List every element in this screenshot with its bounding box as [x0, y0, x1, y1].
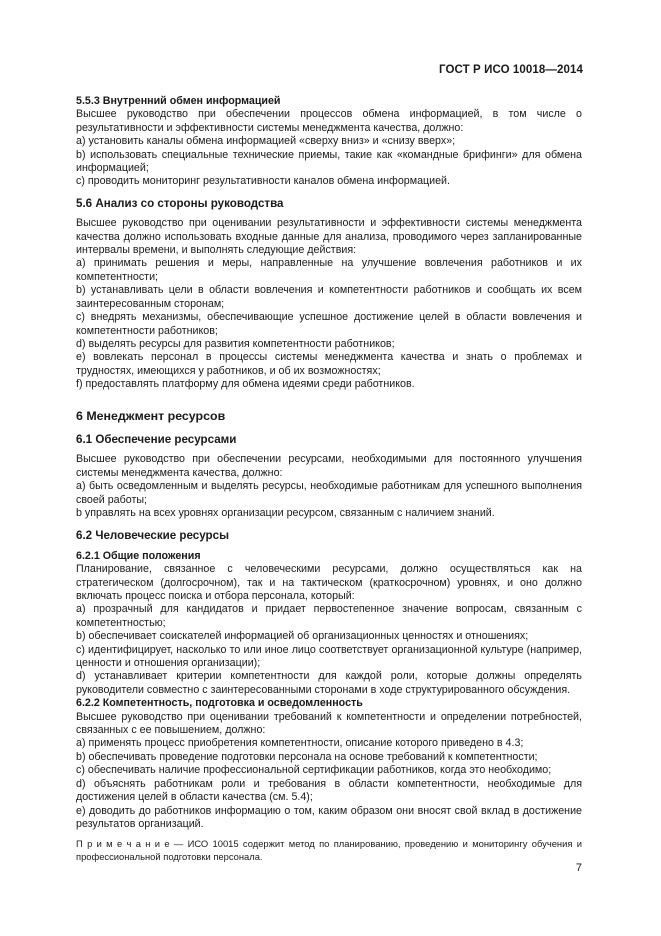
subsection-title: 6.2.1 Общие положения [76, 549, 201, 562]
list-item: а) прозрачный для кандидатов и придает первостепенное значение вопросам, связанным с компетентностью; [76, 603, 582, 629]
subsection-title: 6.2.2 Компетентность, подготовка и осведомленность [76, 697, 363, 710]
list-item: f) предоставлять платформу для обмена идеями среди работников. [76, 378, 415, 391]
page-content [76, 95, 582, 864]
note-text: — ИСО 10015 содержит метод по планированию, проведению и мониторингу обучения и профессиональной подготовки персонала. [76, 838, 582, 862]
list-item: е) вовлекать персонал в процессы системы менеджмента качества и знать о проблемах и трудностях, имеющихся у работников, и об их возможностях; [76, 351, 582, 377]
list-item: а) принимать решения и меры, направленные на улучшение вовлечения работников и их компетентности; [76, 257, 582, 283]
list-item: с) идентифицирует, насколько то или иное лицо соответствует организационной культуре (например, ценности и отношения организации); [76, 643, 582, 670]
list-item: а) быть осведомленным и выделять ресурсы, необходимые работникам для успешного выполнения своей работы; [76, 480, 582, 506]
list-item: b управлять на всех уровнях организации ресурсом, связанным с наличием знаний. [76, 506, 495, 519]
section-6-2-1 [76, 550, 582, 697]
list-item: b) обеспечивать проведение подготовки персонала на основе требований к компетентности; [76, 750, 538, 763]
list-item: с) внедрять механизмы, обеспечивающие успешное достижение целей в области вовлечения и компетентности работников; [76, 311, 582, 337]
list-item: с) обеспечивать наличие профессиональной сертификации работников, когда это необходимо; [76, 764, 552, 777]
list-item: d) устанавливает критерии компетентности для каждой роли, которые должны определять руководители совместно с заинтересованными сторонами в ходе структурированного обсуждения. [76, 670, 582, 696]
list-item: b) использовать специальные технические приемы, такие как «командные брифинги» для обмена информацией; [76, 148, 582, 175]
list-item: d) выделять ресурсы для развития компетентности работников; [76, 337, 395, 350]
section-5-6 [76, 197, 582, 392]
list-item: b) обеспечивает соискателей информацией об организационных ценностях и отношениях; [76, 630, 529, 643]
list-item: а) установить каналы обмена информацией «сверху вниз» и «снизу вверх»; [76, 135, 456, 148]
paragraph: Высшее руководство при оценивании результативности и эффективности системы менеджмента качества должно использовать входные данные для анализа, проводимого через запланированные интервалы времени, и выполнять следующие действия: [76, 217, 582, 257]
section-title: 5.5.3 Внутренний обмен информацией [76, 95, 281, 107]
list-item: b) устанавливать цели в области вовлечения и компетентности работников и сообщать их всем заинтересованным сторонам; [76, 284, 582, 310]
list-item: а) применять процесс приобретения компетентности, описание которого приведено в 4.3; [76, 737, 524, 750]
paragraph: Высшее руководство при оценивании требований к компетентности и определении потребностей, связанных с ее повышением, должно: [76, 710, 582, 737]
paragraph: Высшее руководство при обеспечении ресурсами, необходимыми для постоянного улучшения системы менеджмента качества, должно: [76, 453, 582, 479]
section-5-5-3 [76, 95, 582, 189]
section-title: 5.6 Анализ со стороны руководства [76, 196, 284, 210]
list-item: d) объяснять работникам роли и требования в области компетентности, необходимые для достижения целей в области качества (см. 5.4); [76, 777, 582, 804]
section-title-6-2: 6.2 Человеческие ресурсы [76, 529, 229, 543]
note [76, 838, 582, 863]
page-number: 7 [575, 862, 582, 874]
document-code: ГОСТ Р ИСО 10018—2014 [438, 64, 583, 76]
list-item: с) проводить мониторинг результативности каналов обмена информацией. [76, 175, 450, 188]
paragraph: Планирование, связанное с человеческими ресурсами, должно осуществляться как на стратегическом (долгосрочном), так и на тактическом (краткосрочном) уровнях, и оно должно включать процесс поиска и отбора персонала, который: [76, 563, 582, 602]
section-6-2-2 [76, 697, 582, 831]
chapter-title: 6 Менеджмент ресурсов [76, 408, 226, 423]
section-title: 6.1 Обеспечение ресурсами [76, 432, 237, 446]
note-label: П р и м е ч а н и е [76, 838, 170, 850]
section-6-1 [76, 433, 582, 520]
paragraph: Высшее руководство при обеспечении процессов обмена информацией, в том числе о результативности и эффективности системы менеджмента качества, должно: [76, 108, 582, 134]
list-item: е) доводить до работников информацию о том, каким образом они вносят свой вклад в достижение результатов организаций. [76, 804, 582, 830]
